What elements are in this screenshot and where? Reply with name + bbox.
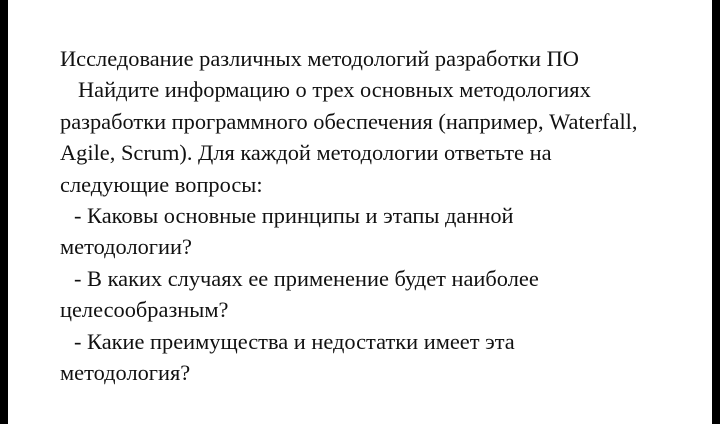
document-page	[8, 0, 712, 424]
assignment-paragraph-line: следующие вопросы:	[60, 171, 263, 197]
question-item-principles-cont: методологии?	[60, 234, 192, 260]
assignment-paragraph-line: Agile, Scrum). Для каждой методологии ответьте на	[60, 140, 552, 166]
question-item-usage-cont: целесообразным?	[60, 297, 229, 323]
assignment-paragraph-line: разработки программного обеспечения (например, Waterfall,	[60, 108, 638, 134]
question-item-pros-cons: - Какие преимущества и недостатки имеет эта	[74, 328, 515, 354]
assignment-text	[60, 43, 700, 388]
question-item-principles: - Каковы основные принципы и этапы данной	[74, 203, 514, 229]
assignment-paragraph-line: Найдите информацию о трех основных методологиях	[78, 77, 591, 103]
assignment-title: Исследование различных методологий разработки ПО	[60, 46, 579, 71]
question-item-pros-cons-cont: методология?	[60, 360, 191, 386]
question-item-usage: - В каких случаях ее применение будет наиболее	[74, 265, 539, 291]
